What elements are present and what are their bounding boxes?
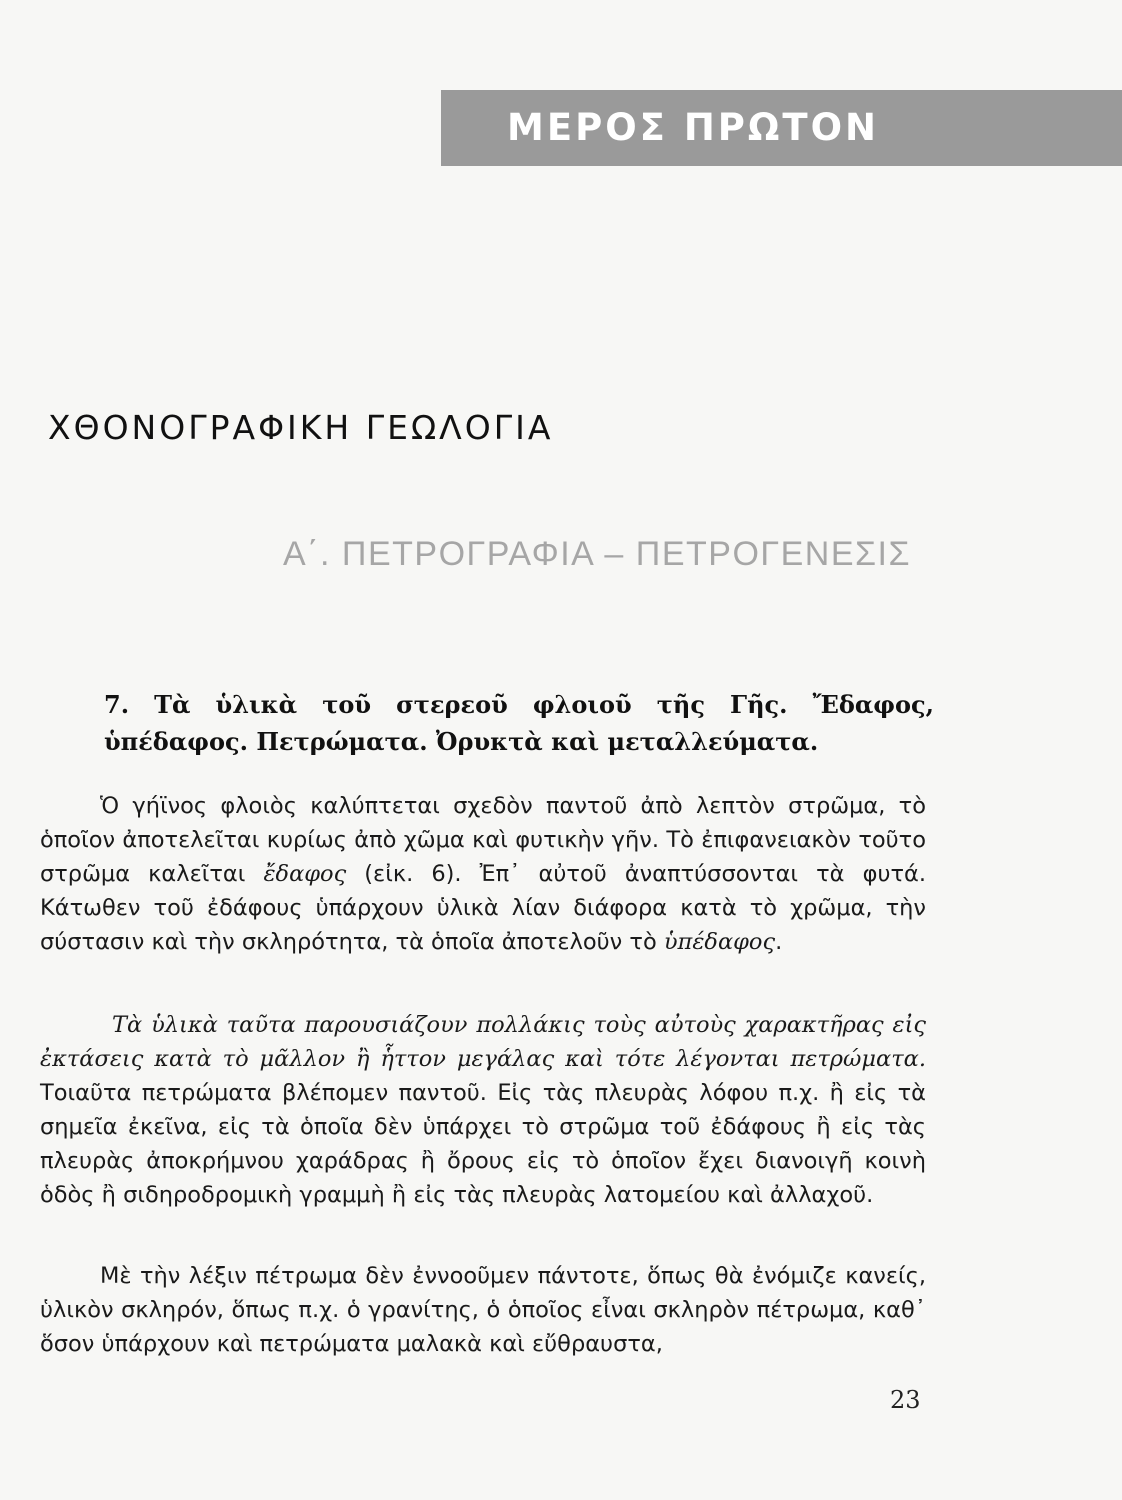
paragraph-3-text: Μὲ τὴν λέξιν πέτρωμα δὲν ἐννοοῦμεν πάντοτε, ὅπως θὰ ἐνόμιζε κανείς, ὑλικὸν σκληρόν, ὅπως π.χ. ὁ γρανίτης, ὁ ὁποῖος εἶναι σκληρὸν πέτρωμα, καθ᾽ ὅσον ὑπάρχουν καὶ πετρώματα μαλακὰ καὶ εὔθραυστα, — [40, 1262, 926, 1357]
section-heading: 7. Τὰ ὑλικὰ τοῦ στερεοῦ φλοιοῦ τῆς Γῆς. Ἔδαφος, ὑπέδαφος. Πετρώματα. Ὀρυκτὰ καὶ μεταλλεύματα. — [104, 690, 934, 756]
term-ypedafos: ὑπέδαφος — [663, 928, 776, 955]
paragraph-3 — [40, 1259, 926, 1361]
paragraph-2-text: Τοιαῦτα πετρώματα βλέπομεν παντοῦ. Εἰς τὰς πλευρὰς λόφου π.χ. ἢ εἰς τὰ σημεῖα ἐκεῖνα, εἰς τὰ ὁποῖα δὲν ὑπάρχει τὸ στρῶμα τοῦ ἐδάφους ἢ εἰς τὰς πλευρὰς ἀποκρήμνου χαράδρας ἢ ὄρους εἰς τὸ ὁποῖον ἔχει διανοιγῆ κοινὴ ὁδὸς ἢ σιδηροδρομικὴ γραμμὴ ἢ εἰς τὰς πλευρὰς λατομείου καὶ ἀλλαχοῦ. — [40, 1079, 926, 1208]
paragraph-1-text-c: . — [775, 928, 783, 955]
paragraph-2 — [40, 1008, 926, 1212]
paragraph-1 — [40, 789, 926, 959]
paragraph-1-text-b: (εἰκ. 6). Ἐπ᾽ αὐτοῦ ἀναπτύσσονται τὰ φυτά. Κάτωθεν τοῦ ἐδάφους ὑπάρχουν ὑλικὰ λίαν διάφορα κατὰ τὸ χρῶμα, τὴν σύστασιν καὶ τὴν σκληρότητα, τὰ ὁποῖα ἀποτελοῦν τὸ — [40, 860, 926, 955]
chapter-subtitle: Α΄. ΠΕΤΡΟΓΡΑΦΙΑ – ΠΕΤΡΟΓΕΝΕΣΙΣ — [283, 535, 912, 573]
paragraph-2-definition: Τὰ ὑλικὰ ταῦτα παρουσιάζουν πολλάκις τοὺς αὐτοὺς χαρακτῆρας εἰς ἐκτάσεις κατὰ τὸ μᾶλλον ἢ ἧττον μεγάλας καὶ τότε λέγονται πετρώματα. — [40, 1011, 926, 1072]
page-number: 23 — [890, 1386, 921, 1414]
paragraph-1-text-a: Ὁ γήϊνος φλοιὸς καλύπτεται σχεδὸν παντοῦ ἀπὸ λεπτὸν στρῶμα, τὸ ὁποῖον ἀποτελεῖται κυρίως ἀπὸ χῶμα καὶ φυτικὴν γῆν. Τὸ ἐπιφανειακὸν τοῦτο στρῶμα καλεῖται — [40, 792, 926, 887]
part-banner-label: ΜΕΡΟΣ ΠΡΩΤΟΝ — [507, 106, 880, 149]
page-title: ΧΘΟΝΟΓΡΑΦΙΚΗ ΓΕΩΛΟΓΙΑ — [48, 408, 554, 447]
part-banner — [441, 90, 1122, 166]
term-edafos: ἔδαφος — [263, 860, 347, 887]
